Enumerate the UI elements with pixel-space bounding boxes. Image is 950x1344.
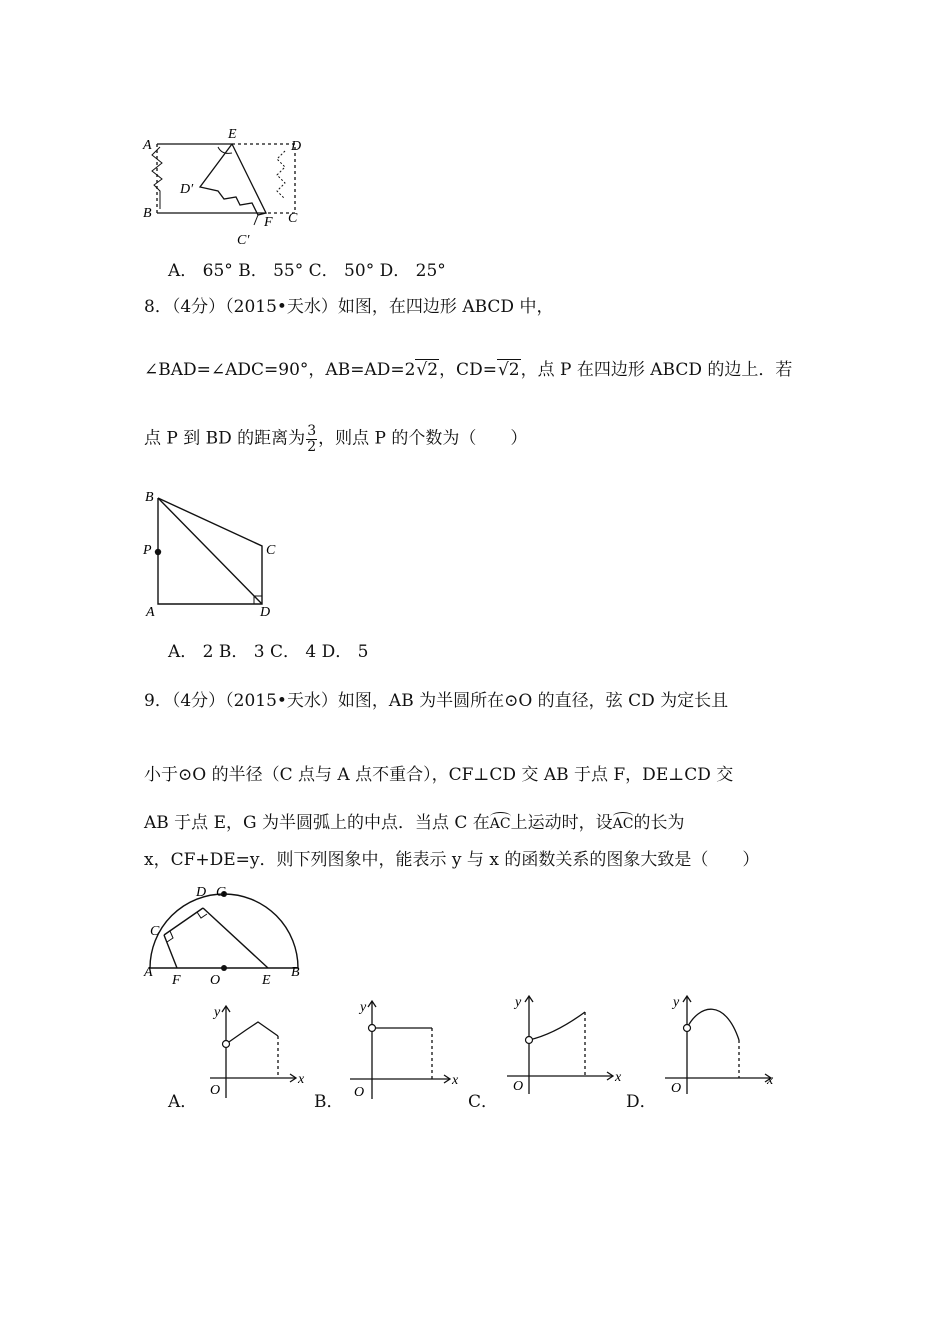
- graph-b-label: B．: [314, 1092, 344, 1112]
- graph-c-open-dot: [526, 1037, 533, 1044]
- fig8-point-P: [155, 549, 161, 555]
- fig8-label-C: C: [266, 543, 276, 558]
- graph-d-y: y: [673, 995, 680, 1010]
- graph-b-open-dot: [369, 1025, 376, 1032]
- graph-b-y: y: [360, 1000, 367, 1015]
- q8-sqrt-1: √2: [416, 360, 439, 380]
- fig7-folded-rectangle: [140, 125, 310, 250]
- q8-options: A． 2 B． 3 C． 4 D． 5: [168, 642, 369, 662]
- fig7-label-F: F: [264, 215, 273, 230]
- q8-line2-a: ∠BAD=∠ADC=90°，AB=AD=2: [144, 360, 416, 380]
- graph-c-label: C．: [468, 1092, 499, 1112]
- q7-options: A． 65° B． 55° C． 50° D． 25°: [168, 261, 446, 281]
- graph-d-origin: O: [671, 1081, 682, 1096]
- fig7-label-A: A: [143, 138, 152, 153]
- fig7-label-Cprime: C′: [237, 233, 250, 248]
- fig9-label-C: C: [150, 924, 160, 939]
- q9-line2: 小于⊙O 的半径（C 点与 A 点不重合），CF⊥CD 交 AB 于点 F，DE⊥CD 交: [144, 765, 734, 785]
- q8-line3: [144, 424, 527, 454]
- q9-line3-c: 的长为: [633, 813, 685, 833]
- graph-a-label: A．: [168, 1092, 198, 1112]
- q9-arc-ac-1: AC: [489, 816, 511, 832]
- q8-line3-b: ，则点 P 的个数为（ ）: [318, 428, 528, 449]
- fig9-label-B: B: [291, 965, 300, 980]
- fig7-label-D: D: [291, 139, 302, 154]
- graph-a-x: x: [298, 1072, 305, 1087]
- q9-line4: x，CF+DE=y．则下列图象中，能表示 y 与 x 的函数关系的图象大致是（ ）: [144, 850, 760, 870]
- q8-line2-b: ，CD=: [439, 360, 497, 380]
- graph-option-b: [346, 995, 471, 1100]
- fig7-label-B: B: [143, 206, 152, 221]
- graph-a-y: y: [214, 1005, 221, 1020]
- q8-fraction-num: 3: [307, 423, 317, 439]
- q9-line3: [144, 815, 684, 832]
- q8-line2-c: ，点 P 在四边形 ABCD 的边上．若: [520, 360, 793, 380]
- fig7-label-E: E: [228, 127, 237, 142]
- graph-a-open-dot: [223, 1041, 230, 1048]
- fig9-semicircle: [140, 878, 315, 988]
- graph-d-label: D．: [626, 1092, 657, 1112]
- fig9-point-O: [221, 965, 227, 971]
- fig9-label-G: G: [216, 885, 227, 900]
- fig7-label-C: C: [288, 211, 298, 226]
- fig8-quadrilateral: [140, 486, 290, 622]
- q8-line3-a: 点 P 到 BD 的距离为: [144, 428, 306, 449]
- q8-sqrt-2: √2: [497, 360, 520, 380]
- graph-c-x: x: [615, 1070, 622, 1085]
- q9-arc-ac-2: AC: [612, 816, 634, 832]
- fig8-label-B: B: [145, 490, 154, 505]
- q8-line1: 8．（4分）（2015•天水）如图，在四边形 ABCD 中，: [144, 297, 554, 317]
- q8-line2: [144, 362, 792, 379]
- graph-b-origin: O: [354, 1085, 365, 1100]
- fig8-label-P: P: [143, 543, 152, 558]
- graph-c-y: y: [515, 995, 522, 1010]
- fig9-label-E: E: [262, 973, 271, 988]
- q8-fraction: [306, 424, 317, 454]
- q9-line1: 9．（4分）（2015•天水）如图，AB 为半圆所在⊙O 的直径，弦 CD 为定长且: [144, 691, 729, 711]
- graph-d-open-dot: [684, 1025, 691, 1032]
- fig9-label-O: O: [210, 973, 221, 988]
- graph-option-c: [505, 990, 630, 1095]
- q9-line3-b: 上运动时，设: [510, 813, 613, 833]
- fig9-label-F: F: [172, 973, 181, 988]
- graph-option-d: [663, 990, 783, 1095]
- q9-line3-a: AB 于点 E，G 为半圆弧上的中点．当点 C 在: [144, 813, 490, 833]
- graph-c-origin: O: [513, 1079, 524, 1094]
- fig9-label-A: A: [144, 965, 153, 980]
- graph-d-x: x: [767, 1073, 774, 1088]
- fig7-label-Dprime: D′: [180, 182, 194, 197]
- fig9-label-D: D: [196, 885, 207, 900]
- fig8-label-D: D: [260, 605, 271, 620]
- graph-b-x: x: [452, 1073, 459, 1088]
- q8-fraction-den: 2: [307, 438, 317, 455]
- fig8-label-A: A: [146, 605, 155, 620]
- graph-option-a: [200, 1000, 310, 1100]
- graph-a-origin: O: [210, 1083, 221, 1098]
